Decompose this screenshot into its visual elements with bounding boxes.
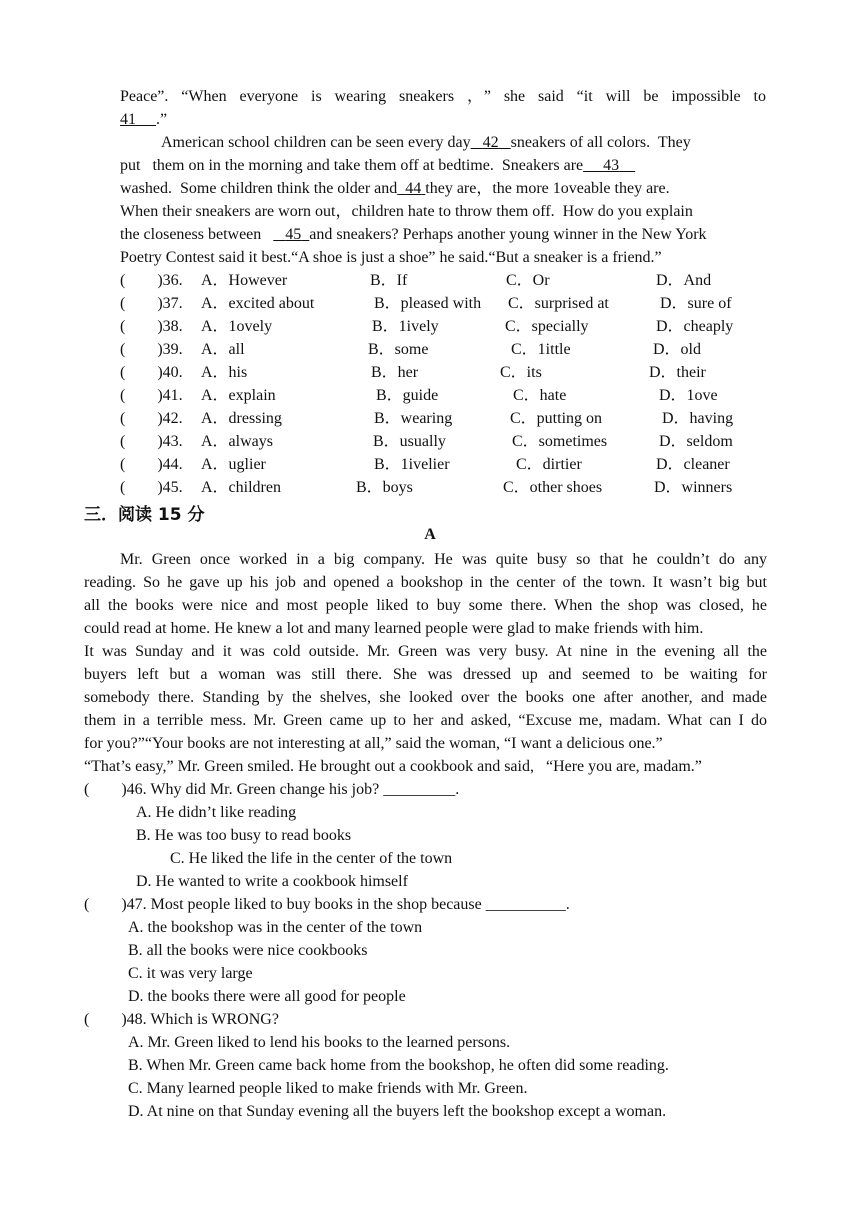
option-a[interactable]: A．uglier	[201, 456, 266, 473]
option-d[interactable]: D．their	[649, 364, 706, 381]
blank-42	[471, 134, 511, 151]
cloze-line	[120, 110, 167, 130]
question-number: ( )38.	[120, 318, 183, 335]
option-c[interactable]: C．surprised at	[508, 295, 609, 312]
question-number: ( )41.	[120, 387, 183, 404]
option-a[interactable]: A．excited about	[201, 295, 315, 312]
question-number: ( )37.	[120, 295, 183, 312]
option-b[interactable]: B．some	[368, 341, 429, 358]
option-b[interactable]: B．1ively	[372, 318, 439, 335]
passage-line: “That’s easy,” Mr. Green smiled. He brought out a cookbook and said, “Here you are, madam.”	[84, 758, 702, 775]
option-a[interactable]: A．1ovely	[201, 318, 273, 335]
option-b[interactable]: B．guide	[376, 387, 439, 404]
question-number: ( )39.	[120, 341, 183, 358]
option-c[interactable]: C．other shoes	[503, 479, 603, 496]
option-b[interactable]: B．usually	[373, 433, 446, 450]
option-b[interactable]: B．boys	[356, 479, 413, 496]
option-c[interactable]: C. it was very large	[128, 965, 253, 982]
question-stem: ( )47. Most people liked to buy books in the shop because __________.	[84, 896, 570, 913]
option-d[interactable]: D. At nine on that Sunday evening all the buyers left the bookshop except a woman.	[128, 1103, 667, 1120]
option-b[interactable]: B．her	[371, 364, 419, 381]
option-d[interactable]: D．sure of	[660, 295, 732, 312]
passage-line: Mr. Green once worked in a big company. He was quite busy so that he couldn’t do any	[120, 551, 767, 568]
question-number: ( )45.	[120, 479, 183, 496]
blank-41-underline	[136, 111, 156, 128]
blank-43	[583, 157, 635, 174]
option-a[interactable]: A．However	[201, 272, 288, 289]
blank-number: 44	[405, 180, 422, 197]
option-d[interactable]: D．And	[656, 272, 712, 289]
cloze-text: American school children can be seen every day	[161, 134, 471, 151]
option-a[interactable]: A. He didn’t like reading	[136, 804, 297, 821]
cloze-line	[120, 156, 635, 176]
passage-label: A	[424, 526, 436, 543]
option-d[interactable]: D．having	[662, 410, 734, 427]
passage-line: could read at home. He knew a lot and many learned people were glad to make friends with him.	[84, 620, 704, 637]
question-number: ( )40.	[120, 364, 183, 381]
option-d[interactable]: D．cleaner	[656, 456, 730, 473]
option-c[interactable]: C．dirtier	[516, 456, 582, 473]
cloze-text: and sneakers? Perhaps another young winner in the New York	[309, 226, 707, 243]
question-number: ( )43.	[120, 433, 183, 450]
cloze-line: Peace”. “When everyone is wearing sneakers ，” she said “it will be impossible to	[120, 88, 766, 105]
cloze-text: washed. Some children think the older and	[120, 180, 398, 197]
question-number: ( )44.	[120, 456, 183, 473]
option-b[interactable]: B. He was too busy to read books	[136, 827, 352, 844]
option-a[interactable]: A．always	[201, 433, 273, 450]
option-b[interactable]: B．1ivelier	[374, 456, 450, 473]
section-heading: 三．阅读 15 分	[84, 505, 205, 525]
cloze-text: sneakers of all colors. They	[510, 134, 691, 151]
option-d[interactable]: D. He wanted to write a cookbook himself	[136, 873, 408, 890]
cloze-text: the closeness between	[120, 226, 262, 243]
option-d[interactable]: D．old	[653, 341, 702, 358]
passage-line: all the books were nice and most people liked to buy some there. When the shop was closed, he	[84, 597, 767, 614]
option-b[interactable]: B. When Mr. Green came back home from the bookshop, he often did some reading.	[128, 1057, 669, 1074]
option-c[interactable]: C．sometimes	[512, 433, 608, 450]
option-d[interactable]: D．1ove	[659, 387, 718, 404]
option-c[interactable]: C．its	[500, 364, 542, 381]
passage-line: for you?”“Your books are not interesting at all,” said the woman, “I want a delicious one.”	[84, 735, 663, 752]
blank-number: 45	[285, 226, 302, 243]
passage-line: them in a terrible mess. Mr. Green came up to her and asked, “Excuse me, madam. What can I do	[84, 712, 767, 729]
option-d[interactable]: D．winners	[654, 479, 733, 496]
option-a[interactable]: A．all	[201, 341, 245, 358]
cloze-line	[120, 179, 670, 199]
blank-41: 41	[120, 111, 136, 128]
cloze-text: they are，the more 1oveable they are.	[425, 180, 670, 197]
cloze-line: Poetry Contest said it best.“A shoe is just a shoe” he said.“But a sneaker is a friend.”	[120, 249, 662, 266]
option-c[interactable]: C．Or	[506, 272, 550, 289]
question-number: ( )42.	[120, 410, 183, 427]
option-a[interactable]: A．his	[201, 364, 248, 381]
option-c[interactable]: C. He liked the life in the center of the town	[170, 850, 453, 867]
option-c[interactable]: C．putting on	[510, 410, 603, 427]
option-b[interactable]: B. all the books were nice cookbooks	[128, 942, 368, 959]
option-d[interactable]: D．cheaply	[656, 318, 734, 335]
option-a[interactable]: A．explain	[201, 387, 276, 404]
blank-number: 43	[603, 157, 620, 174]
option-a[interactable]: A．children	[201, 479, 281, 496]
passage-line: reading. So he gave up his job and opened a bookshop in the center of the town. It wasn’t big but	[84, 574, 767, 591]
option-a[interactable]: A. the bookshop was in the center of the town	[128, 919, 423, 936]
option-c[interactable]: C. Many learned people liked to make friends with Mr. Green.	[128, 1080, 528, 1097]
cloze-line	[120, 225, 707, 245]
cloze-text: .”	[156, 111, 168, 128]
passage-line: It was Sunday and it was cold outside. Mr. Green was very busy. At nine in the evening all the	[84, 643, 767, 660]
option-a[interactable]: A. Mr. Green liked to lend his books to the learned persons.	[128, 1034, 511, 1051]
cloze-text: put them on in the morning and take them off at bedtime. Sneakers are	[120, 157, 584, 174]
question-stem: ( )48. Which is WRONG?	[84, 1011, 279, 1028]
option-d[interactable]: D. the books there were all good for people	[128, 988, 406, 1005]
option-c[interactable]: C．specially	[505, 318, 589, 335]
option-c[interactable]: C．1ittle	[511, 341, 571, 358]
option-b[interactable]: B．pleased with	[374, 295, 482, 312]
cloze-line	[161, 133, 691, 153]
passage-line: buyers left but a woman was still there. She was dressed up and seemed to be waiting for	[84, 666, 767, 683]
option-b[interactable]: B．If	[370, 272, 408, 289]
passage-line: somebody there. Standing by the shelves, she looked over the books one after another, and made	[84, 689, 767, 706]
question-stem: ( )46. Why did Mr. Green change his job? _________.	[84, 781, 460, 798]
blank-45	[273, 226, 309, 243]
option-b[interactable]: B．wearing	[374, 410, 453, 427]
option-c[interactable]: C．hate	[513, 387, 567, 404]
cloze-line: When their sneakers are worn out，children hate to throw them off. How do you explain	[120, 203, 693, 220]
question-number: ( )36.	[120, 272, 183, 289]
blank-44	[397, 180, 425, 197]
blank-number: 42	[482, 134, 499, 151]
option-a[interactable]: A．dressing	[201, 410, 282, 427]
option-d[interactable]: D．seldom	[659, 433, 733, 450]
